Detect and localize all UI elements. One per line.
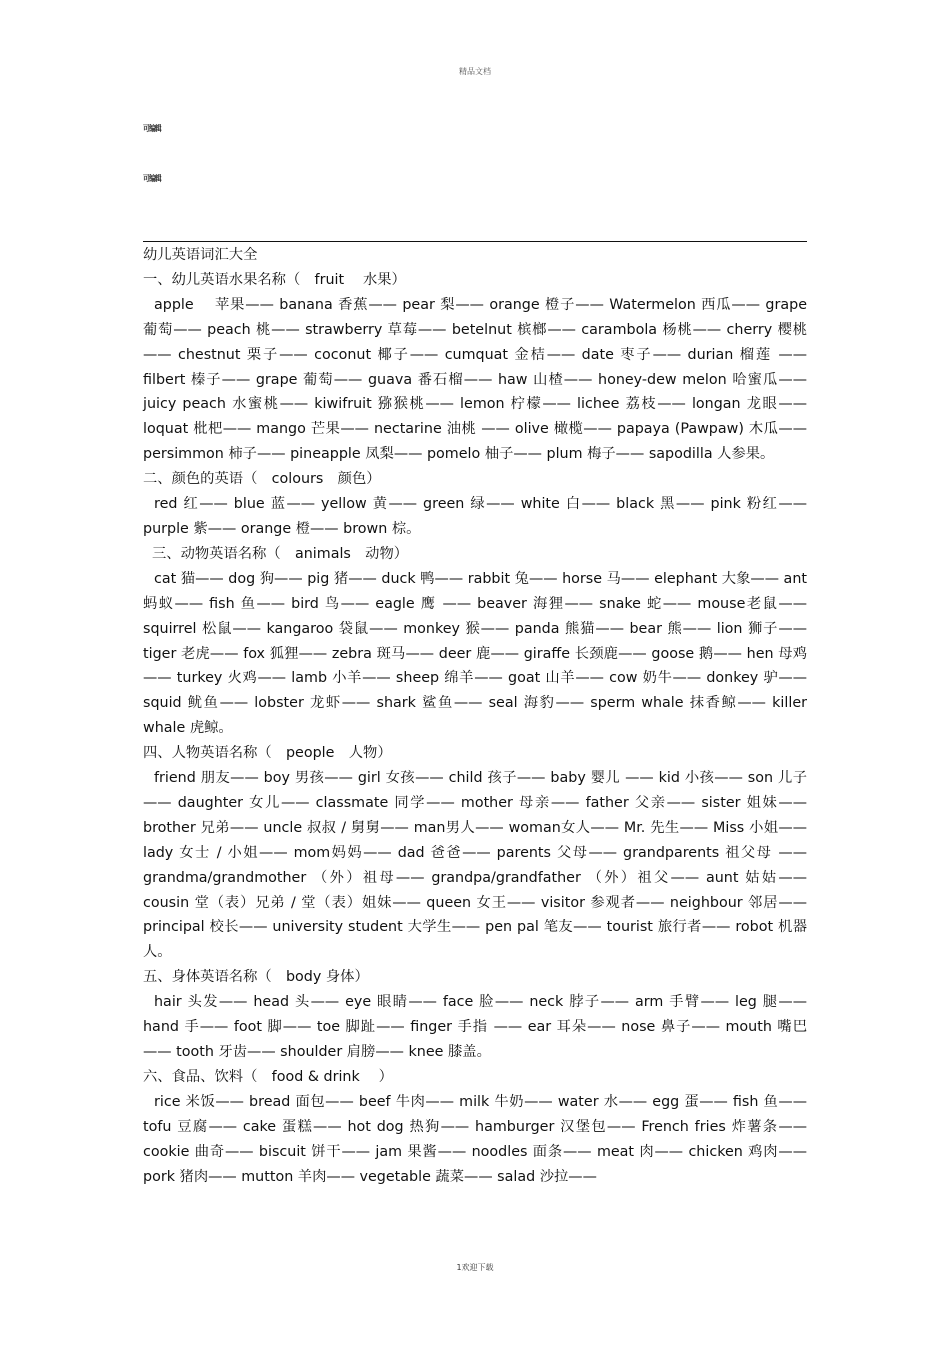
section-heading-food: 六、食品、饮料（ food & drink ） [143,1068,393,1085]
page-header: 精品文档 [459,67,491,76]
section-body-fruit: apple 苹果—— banana 香蕉—— pear 梨—— orange 橙子—— Watermelon 西瓜—— grape 葡萄—— peach 桃—— strawberry 草莓—— betelnut 槟榔—— carambola 杨桃—— cherry 樱桃—— chestnut 栗子—— coconut 椰子—— cumquat 金桔—— date 枣子—— durian 榴莲 —— filbert 榛子—— grape 葡萄—— guava 番石榴—— haw 山楂—— honey-dew melon 哈蜜瓜—— juicy peach 水蜜桃—— kiwifruit 猕猴桃—— lemon 柠檬—— lichee 荔枝—— longan 龙眼—— loquat 枇杷—— mango 芒果—— nectarine 油桃 —— olive 橄榄—— papaya (Pawpaw) 木瓜—— persimmon 柿子—— pineapple 凤梨—— pomelo 柚子—— plum 梅子—— sapodilla 人参果。 [143,296,807,463]
section-heading-fruit: 一、幼儿英语水果名称（ fruit 水果） [143,271,406,288]
section-body-body: hair 头发—— head 头—— eye 眼睛—— face 脸—— neck 脖子—— arm 手臂—— leg 腿—— hand 手—— foot 脚—— toe 脚趾—— finger 手指 —— ear 耳朵—— nose 鼻子—— mouth 嘴巴—— tooth 牙齿—— shoulder 肩膀—— knee 膝盖。 [143,994,807,1060]
section-heading-people: 四、人物英语名称（ people 人物） [143,745,392,762]
document-title: 幼儿英语词汇大全 [143,247,258,263]
section-heading-body: 五、身体英语名称（ body 身体） [143,969,369,986]
horizontal-rule [143,241,807,242]
section-heading-colours: 二、颜色的英语（ colours 颜色） [143,471,381,488]
section-body-people: friend 朋友—— boy 男孩—— girl 女孩—— child 孩子—— baby 婴儿 —— kid 小孩—— son 儿子—— daughter 女儿—— classmate 同学—— mother 母亲—— father 父亲—— sister 姐妹—— brother 兄弟—— uncle 叔叔 / 舅舅—— man男人—— woman女人—— Mr. 先生—— Miss 小姐—— lady 女士 / 小姐—— mom妈妈—— dad 爸爸—— parents 父母—— grandparents 祖父母 —— grandma/grandmother （外）祖母—— grandpa/grandfather （外）祖父—— aunt 姑姑—— cousin 堂（表）兄弟 / 堂（表）姐妹—— queen 女王—— visitor 参观者—— neighbour 邻居—— principal 校长—— university student 大学生—— pen pal 笔友—— tourist 旅行者—— robot 机器人。 [143,770,807,961]
garbled-header-line-1: 可编辑 [143,124,161,133]
section-body-food: rice 米饭—— bread 面包—— beef 牛肉—— milk 牛奶—— water 水—— egg 蛋—— fish 鱼—— tofu 豆腐—— cake 蛋糕—— hot dog 热狗—— hamburger 汉堡包—— French fries 炸薯条—— cookie 曲奇—— biscuit 饼干—— jam 果酱—— noodles 面条—— meat 肉—— chicken 鸡肉—— pork 猪肉—— mutton 羊肉—— vegetable 蔬菜—— salad 沙拉—— [143,1093,807,1185]
section-heading-animals: 三、动物英语名称（ animals 动物） [152,545,409,562]
section-body-colours: red 红—— blue 蓝—— yellow 黄—— green 绿—— white 白—— black 黑—— pink 粉红—— purple 紫—— orange 橙—— brown 棕。 [143,496,807,537]
garbled-header-line-2: 可编辑 [143,174,161,183]
page-number: 1 [456,1263,462,1272]
document-body [143,243,807,1189]
page-footer [0,1262,950,1273]
footer-text: 欢迎下载 [461,1263,494,1272]
section-body-animals: cat 猫—— dog 狗—— pig 猪—— duck 鸭—— rabbit 兔—— horse 马—— elephant 大象—— ant 蚂蚁—— fish 鱼—— bird 鸟—— eagle 鹰 —— beaver 海狸—— snake 蛇—— mouse老鼠—— squirrel 松鼠—— kangaroo 袋鼠—— monkey 猴—— panda 熊猫—— bear 熊—— lion 狮子—— tiger 老虎—— fox 狐狸—— zebra 斑马—— deer 鹿—— giraffe 长颈鹿—— goose 鹅—— hen 母鸡—— turkey 火鸡—— lamb 小羊—— sheep 绵羊—— goat 山羊—— cow 奶牛—— donkey 驴—— squid 鱿鱼—— lobster 龙虾—— shark 鲨鱼—— seal 海豹—— sperm whale 抹香鲸—— killer whale 虎鲸。 [143,570,807,737]
